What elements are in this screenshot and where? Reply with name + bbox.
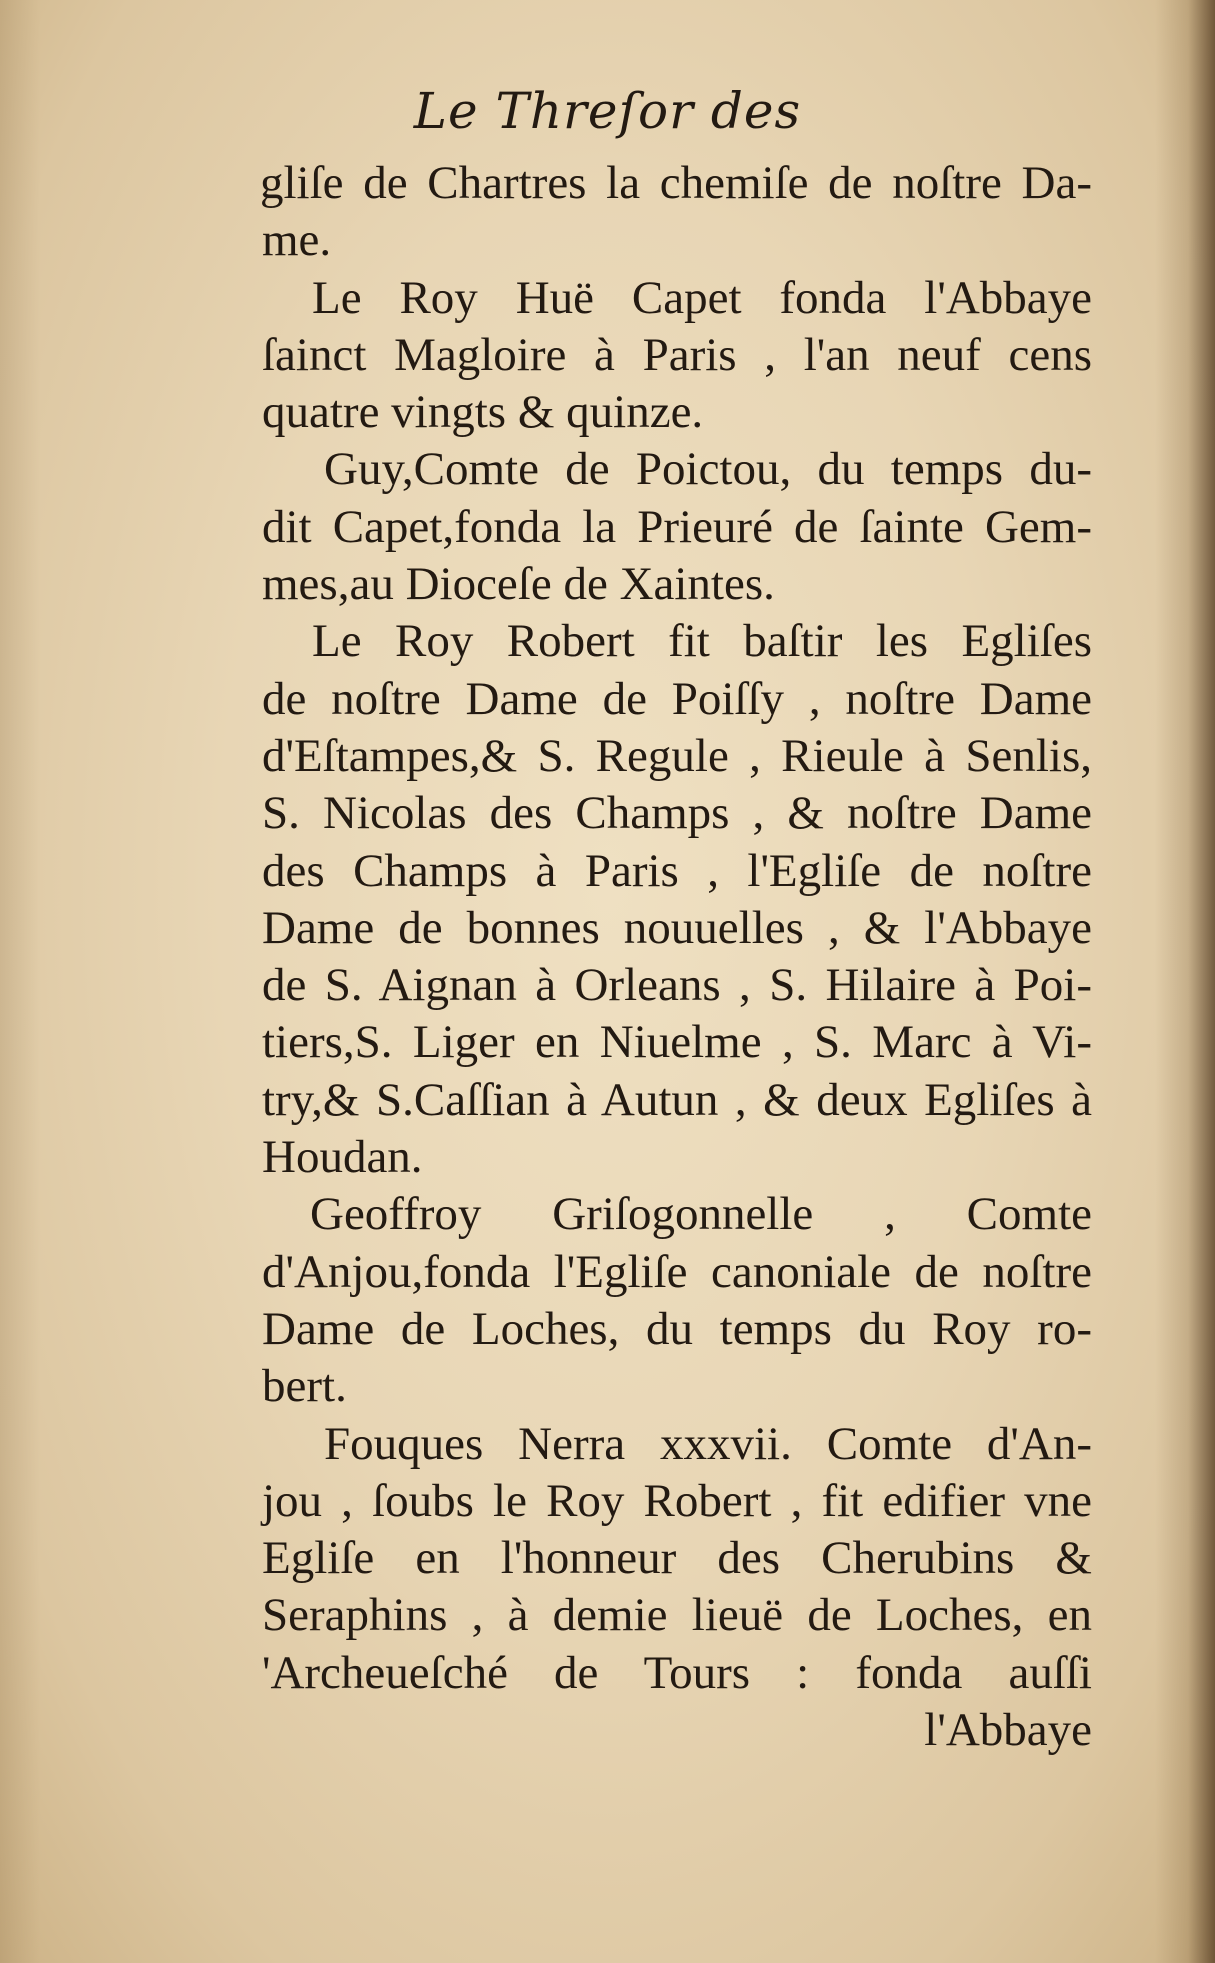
text-line: jou , ſoubs le Roy Robert , fit edifier vne — [262, 1474, 1092, 1527]
catchword: l'Abbaye — [924, 1704, 1092, 1757]
text-line: Le Roy Robert fit baſtir les Egliſes — [312, 615, 1092, 668]
text-line: Fouques Nerra xxxvii. Comte d'An- — [324, 1417, 1092, 1470]
text-line: Geoffroy Griſogonnelle , Comte — [310, 1188, 1092, 1241]
page-edge-shadow — [0, 0, 40, 1963]
text-line: tiers,S. Liger en Niuelme , S. Marc à Vi- — [262, 1016, 1092, 1069]
text-line: quatre vingts & quinze. — [262, 386, 704, 439]
text-line: dit Capet,fonda la Prieuré de ſainte Gem- — [262, 500, 1092, 553]
text-line: try,& S.Caſſian à Autun , & deux Egliſes à — [262, 1073, 1092, 1126]
text-line: Egliſe en l'honneur des Cherubins & — [262, 1532, 1092, 1585]
text-line: de S. Aignan à Orleans , S. Hilaire à Poi- — [262, 959, 1092, 1012]
text-line: Dame de Loches, du temps du Roy ro- — [262, 1302, 1092, 1355]
text-line: de noſtre Dame de Poiſſy , noſtre Dame — [262, 672, 1092, 725]
text-line: S. Nicolas des Champs , & noſtre Dame — [262, 787, 1092, 840]
text-line: d'Eſtampes,& S. Regule , Rieule à Senlis, — [262, 729, 1092, 782]
body-text — [262, 155, 1092, 1759]
text-line: Guy,Comte de Poictou, du temps du- — [324, 443, 1092, 496]
text-line: me. — [262, 214, 332, 267]
text-line: ſainct Magloire à Paris , l'an neuf cens — [262, 328, 1092, 381]
text-line: d'Anjou,fonda l'Egliſe canoniale de noſtre — [262, 1245, 1092, 1298]
text-line: Houdan. — [262, 1131, 423, 1184]
text-line: bert. — [262, 1360, 347, 1413]
running-head: Le Threſor des — [413, 82, 802, 140]
text-line: Le Roy Huë Capet fonda l'Abbaye — [312, 271, 1092, 324]
spine-shadow — [1155, 0, 1215, 1963]
text-line: gliſe de Chartres la chemiſe de noſtre Da- — [260, 157, 1092, 209]
text-line: mes,au Dioceſe de Xaintes. — [262, 558, 775, 611]
text-line: Dame de bonnes nouuelles , & l'Abbaye — [262, 901, 1092, 954]
text-line: 'Archeueſché de Tours : fonda auſſi — [262, 1646, 1092, 1699]
text-line: Seraphins , à demie lieuë de Loches, en — [262, 1589, 1092, 1642]
text-line: des Champs à Paris , l'Egliſe de noſtre — [262, 844, 1092, 897]
